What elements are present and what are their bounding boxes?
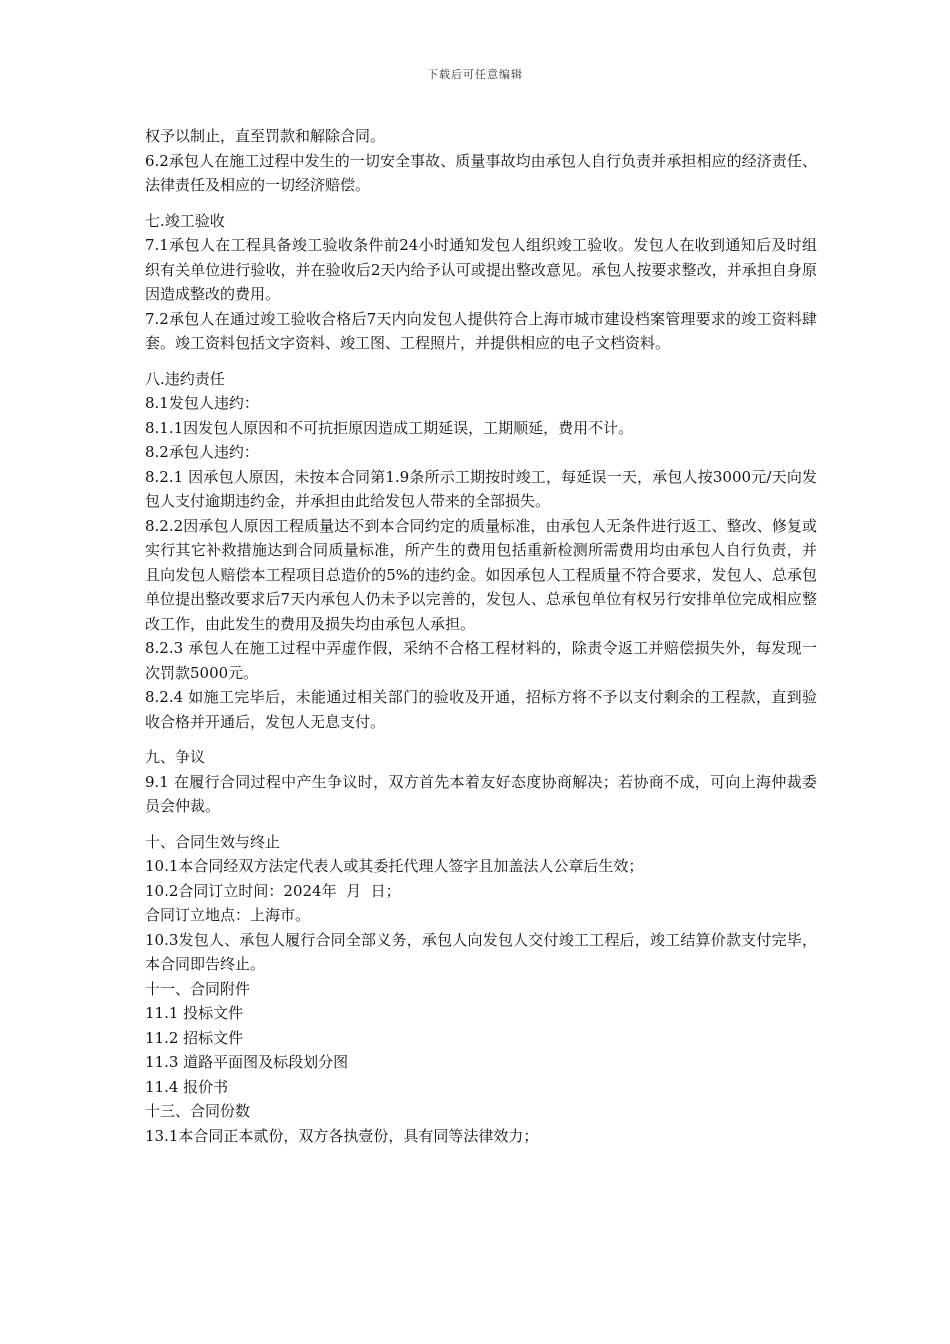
document-paragraph: 8.1.1因发包人原因和不可抗拒原因造成工期延误，工期顺延，费用不计。	[145, 418, 634, 437]
document-paragraph: 10.3发包人、承包人履行合同全部义务，承包人向发包人交付竣工工程后，竣工结算价款支付完毕，本合同即告终止。	[145, 930, 817, 973]
document-paragraph: 8.1发包人违约：	[145, 394, 259, 412]
document-paragraph: 11.2 招标文件	[145, 1028, 244, 1047]
document-paragraph: 8.2.1 因承包人原因，未按本合同第1.9条所示工期按时竣工，每延误一天，承包人按3000元/天向发包人支付逾期违约金，并承担由此给发包人带来的全部损失。	[145, 467, 817, 510]
document-paragraph: 10.2合同订立时间：2024年 月 日；	[145, 881, 401, 900]
paragraph-gap	[145, 198, 817, 209]
document-paragraph: 13.1本合同正本贰份，双方各执壹份，具有同等法律效力；	[145, 1126, 539, 1145]
document-body	[145, 124, 817, 1148]
document-paragraph: 十一、合同附件	[145, 979, 251, 998]
document-paragraph: 十、合同生效与终止	[145, 832, 281, 851]
document-paragraph: 7.2承包人在通过竣工验收合格后7天内向发包人提供符合上海市城市建设档案管理要求的竣工资料肆套。竣工资料包括文字资料、竣工图、工程照片，并提供相应的电子文档资料。	[145, 309, 817, 352]
document-paragraph: 7.1承包人在工程具备竣工验收条件前24小时通知发包人组织竣工验收。发包人在收到通知后及时组织有关单位进行验收，并在验收后2天内给予认可或提出整改意见。承包人按要求整改，并承担自身原因造成整改的费用。	[145, 236, 817, 303]
document-paragraph: 8.2.2因承包人原因工程质量达不到本合同约定的质量标准，由承包人无条件进行返工、整改、修复或实行其它补救措施达到合同质量标准，所产生的费用包括重新检测所需费用均由承包人自行负责，并且向发包人赔偿本工程项目总造价的5%的违约金。如因承包人工程质量不符合要求，发包人、总承包单位提出整改要求后7天内承包人仍未予以完善的，发包人、总承包单位有权另行安排单位完成相应整改工作，由此发生的费用及损失均由承包人承担。	[145, 516, 817, 633]
page-header-note: 下载后可任意编辑	[427, 68, 523, 81]
document-paragraph: 9.1 在履行合同过程中产生争议时，双方首先本着友好态度协商解决；若协商不成，可向上海仲裁委员会仲裁。	[145, 772, 817, 815]
document-paragraph: 11.3 道路平面图及标段划分图	[145, 1053, 349, 1071]
paragraph-gap	[145, 356, 817, 367]
document-paragraph: 11.1 投标文件	[145, 1004, 244, 1022]
document-paragraph: 九、争议	[145, 748, 206, 766]
document-paragraph: 七.竣工验收	[145, 211, 225, 230]
document-paragraph: 11.4 报价书	[145, 1077, 229, 1096]
document-paragraph: 8.2.4 如施工完毕后，未能通过相关部门的验收及开通，招标方将不予以支付剩余的工程款，直到验收合格并开通后，发包人无息支付。	[145, 688, 817, 731]
document-paragraph: 8.2承包人违约：	[145, 443, 259, 461]
document-paragraph: 权予以制止，直至罚款和解除合同。	[145, 127, 386, 145]
document-paragraph: 十三、合同份数	[145, 1102, 251, 1120]
document-paragraph: 合同订立地点：上海市。	[145, 906, 311, 924]
document-paragraph: 10.1本合同经双方法定代表人或其委托代理人签字且加盖法人公章后生效；	[145, 857, 644, 875]
document-paragraph: 八.违约责任	[145, 369, 225, 388]
document-paragraph: 6.2承包人在施工过程中发生的一切安全事故、质量事故均由承包人自行负责并承担相应的经济责任、法律责任及相应的一切经济赔偿。	[145, 151, 817, 194]
paragraph-gap	[145, 819, 817, 830]
paragraph-gap	[145, 734, 817, 745]
document-paragraph: 8.2.3 承包人在施工过程中弄虚作假，采纳不合格工程材料的，除责令返工并赔偿损失外，每发现一次罚款5000元。	[145, 639, 817, 682]
